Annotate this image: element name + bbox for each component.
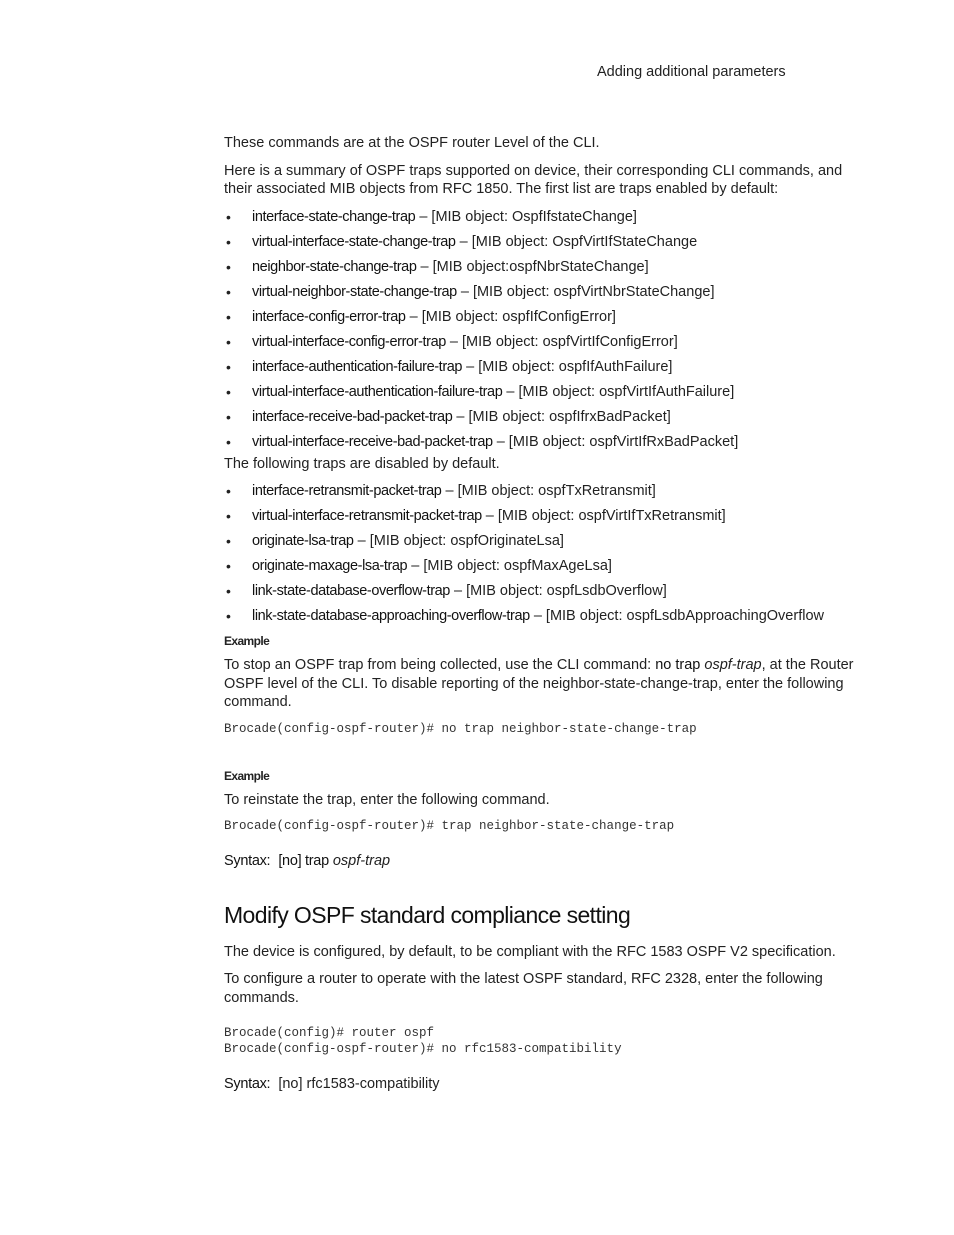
code-block: Brocade(config-ospf-router)# no trap neighbor-state-change-trap [224, 721, 697, 736]
trap-command: originate-lsa-trap [252, 533, 354, 549]
mib-object: – [MIB object: ospfTxRetransmit] [441, 483, 656, 499]
mib-object: – [MIB object: OspfIfstateChange] [415, 208, 637, 225]
bullet-icon: • [226, 533, 231, 549]
trap-command: interface-authentication-failure-trap [252, 358, 463, 375]
page-content [224, 134, 864, 1124]
code-line: Brocade(config-ospf-router)# no rfc1583-compatibility [224, 1042, 622, 1056]
mib-object: – [MIB object: ospfLsdbOverflow] [449, 583, 667, 599]
syntax-label: Syntax: [224, 1076, 271, 1092]
ospf-trap-arg: ospf-trap [704, 657, 762, 673]
trap-list-item [224, 208, 864, 233]
trap-list-item [224, 582, 864, 607]
trap-command: virtual-interface-authentication-failure-trap [252, 383, 503, 400]
trap-list-item [224, 258, 864, 283]
bullet-icon: • [226, 333, 231, 350]
mib-object: – [MIB object: ospfVirtIfTxRetransmit] [481, 508, 726, 524]
mib-object: – [MIB object: ospfVirtIfConfigError] [445, 333, 678, 350]
bullet-icon: • [226, 608, 231, 624]
enabled-traps-list [224, 208, 864, 458]
mib-object: – [MIB object: ospfLsdbApproachingOverflow [529, 608, 824, 624]
running-header: Adding additional parameters [597, 64, 786, 80]
syntax-argument: ospf-trap [332, 853, 391, 869]
example-text-b: , at the Router OSPF level of the CLI. To disable reporting of the neighbor-state-change-trap, enter the following command. [224, 657, 854, 710]
trap-command: originate-maxage-lsa-trap [252, 558, 408, 574]
bullet-icon: • [226, 558, 231, 574]
mib-object: – [MIB object: ospfVirtNbrStateChange] [456, 283, 715, 300]
syntax-line [224, 1075, 864, 1094]
mib-object: – [MIB object: ospfIfConfigError] [405, 308, 616, 325]
trap-command: link-state-database-approaching-overflow-trap [252, 608, 530, 624]
bullet-icon: • [226, 358, 231, 375]
trap-command: virtual-interface-receive-bad-packet-trap [252, 433, 493, 450]
disabled-intro: The following traps are disabled by default. [224, 455, 500, 472]
trap-command: virtual-neighbor-state-change-trap [252, 283, 457, 300]
mib-object: – [MIB object: ospfIfrxBadPacket] [452, 408, 671, 425]
syntax-command: [no] rfc1583-compatibility [278, 1076, 440, 1092]
bullet-icon: • [226, 233, 231, 250]
trap-command: link-state-database-overflow-trap [252, 583, 450, 599]
mib-object: – [MIB object: ospfMaxAgeLsa] [407, 558, 612, 574]
trap-command: interface-retransmit-packet-trap [252, 483, 442, 499]
trap-list-item [224, 507, 864, 532]
section-title: Modify OSPF standard compliance setting [224, 901, 631, 928]
trap-list-item [224, 283, 864, 308]
bullet-icon: • [226, 208, 231, 225]
trap-list-item [224, 557, 864, 582]
bullet-icon: • [226, 258, 231, 275]
summary-paragraph: Here is a summary of OSPF traps supported on device, their corresponding CLI commands, and their associated MIB objects from RFC 1850. The first list are traps enabled by default: [224, 162, 843, 197]
trap-list-item [224, 358, 864, 383]
trap-command: virtual-interface-state-change-trap [252, 233, 456, 250]
trap-list-item [224, 607, 864, 632]
trap-command: interface-receive-bad-packet-trap [252, 408, 453, 425]
mib-object: – [MIB object: ospfVirtIfAuthFailure] [502, 383, 735, 400]
bullet-icon: • [226, 308, 231, 325]
trap-command: neighbor-state-change-trap [252, 258, 417, 275]
trap-command: interface-state-change-trap [252, 208, 416, 225]
example-text-a: To stop an OSPF trap from being collected, use the CLI command: [224, 657, 656, 673]
section-paragraph: The device is configured, by default, to be compliant with the RFC 1583 OSPF V2 specification. [224, 943, 836, 960]
bullet-icon: • [226, 508, 231, 524]
syntax-command: [no] trap [278, 853, 329, 869]
code-block: Brocade(config-ospf-router)# trap neighbor-state-change-trap [224, 819, 675, 833]
no-trap-keyword: no trap [655, 657, 701, 673]
trap-list-item [224, 433, 864, 458]
mib-object: – [MIB object: OspfVirtIfStateChange [455, 233, 698, 250]
trap-list-item [224, 383, 864, 408]
bullet-icon: • [226, 383, 231, 400]
trap-list-item [224, 233, 864, 258]
mib-object: – [MIB object: ospfVirtIfRxBadPacket] [492, 433, 739, 450]
bullet-icon: • [226, 433, 231, 450]
example-heading: Example [224, 768, 270, 783]
trap-command: interface-config-error-trap [252, 308, 406, 325]
mib-object: – [MIB object:ospfNbrStateChange] [416, 258, 649, 275]
mib-object: – [MIB object: ospfIfAuthFailure] [462, 358, 673, 375]
syntax-line [224, 852, 864, 871]
trap-list-item [224, 408, 864, 433]
bullet-icon: • [226, 408, 231, 425]
code-line: Brocade(config)# router ospf [224, 1026, 435, 1040]
disabled-traps-list [224, 482, 864, 632]
bullet-icon: • [226, 583, 231, 599]
trap-command: virtual-interface-config-error-trap [252, 333, 446, 350]
bullet-icon: • [226, 483, 231, 499]
mib-object: – [MIB object: ospfOriginateLsa] [353, 533, 564, 549]
trap-list-item [224, 308, 864, 333]
bullet-icon: • [226, 283, 231, 300]
trap-list-item [224, 333, 864, 358]
example-description: To reinstate the trap, enter the following command. [224, 791, 550, 808]
trap-list-item [224, 532, 864, 557]
trap-list-item [224, 482, 864, 507]
intro-paragraph: These commands are at the OSPF router Level of the CLI. [224, 135, 600, 151]
trap-command: virtual-interface-retransmit-packet-trap [252, 508, 482, 524]
example-heading: Example [224, 634, 270, 648]
code-block [224, 1025, 864, 1057]
example-description [224, 656, 864, 712]
syntax-label: Syntax: [224, 853, 271, 869]
section-paragraph: To configure a router to operate with the latest OSPF standard, RFC 2328, enter the following commands. [224, 971, 823, 1006]
